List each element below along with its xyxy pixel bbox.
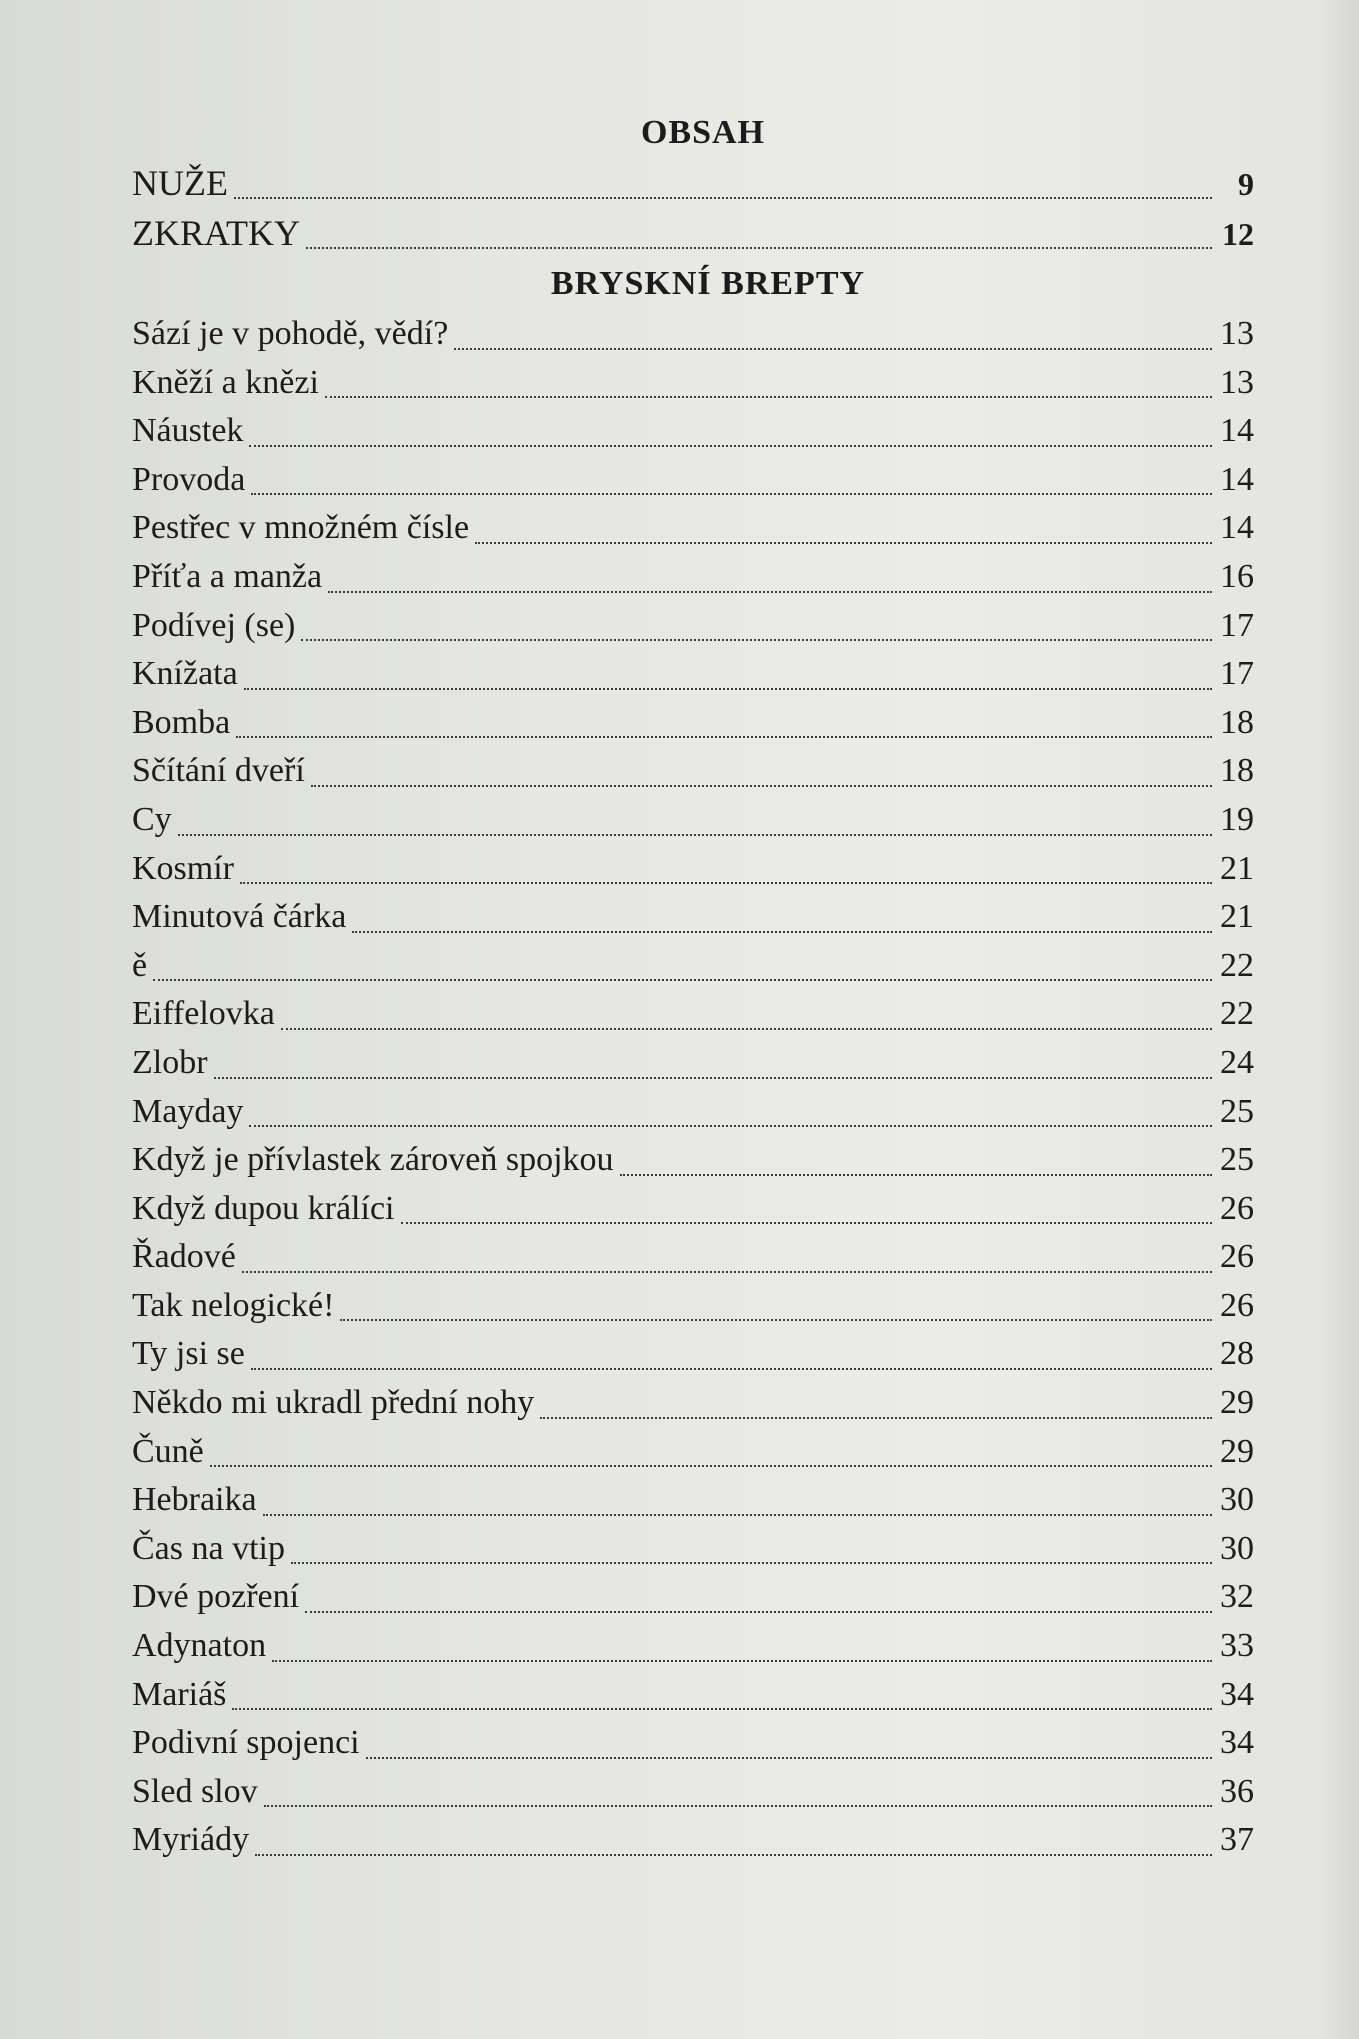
dot-leader <box>153 979 1212 981</box>
dot-leader <box>340 1319 1212 1321</box>
toc-entry <box>132 359 1254 408</box>
toc-entry <box>132 504 1254 553</box>
toc-entry <box>132 1039 1254 1088</box>
page-number: 34 <box>1220 1675 1254 1713</box>
page-number: 32 <box>1220 1578 1254 1616</box>
dot-leader <box>475 542 1212 544</box>
entry-title: Ty jsi se <box>132 1335 245 1373</box>
page-number: 25 <box>1220 1141 1254 1179</box>
toc-entry <box>132 1622 1254 1671</box>
toc-entry <box>132 1476 1254 1525</box>
dot-leader <box>264 1805 1212 1807</box>
entry-title: Adynaton <box>132 1627 267 1665</box>
dot-leader <box>249 1125 1212 1127</box>
entry-title: Čuně <box>132 1432 204 1470</box>
page-number: 21 <box>1220 849 1254 887</box>
entry-title: Sled slov <box>132 1772 258 1810</box>
toc-entry <box>132 699 1254 748</box>
entry-title: Bomba <box>132 703 231 741</box>
page-number: 26 <box>1220 1189 1254 1227</box>
page-number: 14 <box>1220 509 1254 547</box>
entry-title: Sčítání dveří <box>132 752 305 790</box>
toc-entry <box>132 1525 1254 1574</box>
page-number: 37 <box>1220 1821 1254 1859</box>
entry-title: Náustek <box>132 412 244 450</box>
dot-leader <box>244 688 1212 690</box>
section-heading: BRYSKNÍ BREPTY <box>550 265 866 302</box>
dot-leader <box>281 1028 1212 1030</box>
page-number: 36 <box>1220 1772 1254 1810</box>
dot-leader <box>249 445 1212 447</box>
entry-title: Zlobr <box>132 1043 208 1081</box>
entry-title: Řadové <box>132 1238 236 1276</box>
dot-leader <box>255 1854 1212 1856</box>
dot-leader <box>620 1174 1212 1176</box>
toc-entry <box>132 553 1254 602</box>
page-number: 26 <box>1220 1286 1254 1324</box>
toc-entry <box>132 456 1254 505</box>
entry-title: NUŽE <box>132 163 228 203</box>
entry-title: Tak nelogické! <box>132 1286 335 1324</box>
toc-entry <box>132 1185 1254 1234</box>
toc-entry <box>132 990 1254 1039</box>
dot-leader <box>291 1562 1212 1564</box>
dot-leader <box>352 931 1212 933</box>
page-number: 29 <box>1220 1384 1254 1422</box>
toc-entry <box>132 602 1254 651</box>
toc-entry <box>132 747 1254 796</box>
entry-title: Cy <box>132 800 172 838</box>
page-number: 30 <box>1220 1481 1254 1519</box>
dot-leader <box>263 1514 1212 1516</box>
dot-leader <box>242 1271 1212 1273</box>
page-number: 16 <box>1220 557 1254 595</box>
page-number: 34 <box>1220 1724 1254 1762</box>
entry-title: ě <box>132 946 148 984</box>
page-number: 18 <box>1220 752 1254 790</box>
toc-entry <box>132 1379 1254 1428</box>
toc-entry <box>132 1233 1254 1282</box>
page-number: 29 <box>1220 1432 1254 1470</box>
entry-title: Hebraika <box>132 1481 257 1519</box>
entry-title: Knížata <box>132 655 238 693</box>
page-number: 30 <box>1220 1529 1254 1567</box>
table-of-contents <box>132 108 1254 1865</box>
toc-entry <box>132 1671 1254 1720</box>
dot-leader <box>234 197 1212 199</box>
entry-title: Když je přívlastek zároveň spojkou <box>132 1141 614 1179</box>
toc-entry <box>132 1136 1254 1185</box>
page-number: 13 <box>1220 315 1254 352</box>
dot-leader <box>305 1611 1212 1613</box>
page-number: 13 <box>1220 363 1254 401</box>
entry-title: Mariáš <box>132 1675 227 1713</box>
entry-title: Podívej (se) <box>132 606 296 644</box>
page-number: 9 <box>1238 166 1254 202</box>
dot-leader <box>306 247 1212 249</box>
toc-entry <box>132 650 1254 699</box>
dot-leader <box>540 1417 1212 1419</box>
page-number: 14 <box>1220 412 1254 450</box>
dot-leader <box>240 882 1212 884</box>
page-number: 12 <box>1222 216 1254 252</box>
page-number: 17 <box>1220 606 1254 644</box>
dot-leader <box>236 736 1212 738</box>
dot-leader <box>232 1708 1212 1710</box>
page-number: 24 <box>1220 1043 1254 1081</box>
dot-leader <box>454 348 1212 350</box>
page-number: 33 <box>1220 1627 1254 1665</box>
page-number: 17 <box>1220 655 1254 693</box>
dot-leader <box>311 785 1212 787</box>
toc-entry <box>132 1088 1254 1137</box>
toc-entry <box>132 1330 1254 1379</box>
toc-entry <box>132 1816 1254 1865</box>
toc-entry <box>132 845 1254 894</box>
dot-leader <box>301 639 1212 641</box>
dot-leader <box>328 591 1212 593</box>
dot-leader <box>366 1757 1212 1759</box>
entry-title: Minutová čárka <box>132 898 347 936</box>
toc-entry <box>132 1768 1254 1817</box>
entry-title: Myriády <box>132 1821 250 1859</box>
toc-entry <box>132 893 1254 942</box>
dot-leader <box>272 1660 1212 1662</box>
dot-leader <box>251 1368 1212 1370</box>
entry-title: Dvé pozření <box>132 1578 300 1616</box>
entry-title: Mayday <box>132 1092 244 1130</box>
dot-leader <box>251 493 1212 495</box>
dot-leader <box>214 1077 1212 1079</box>
page-number: 19 <box>1220 800 1254 838</box>
page-number: 22 <box>1220 946 1254 984</box>
entry-title: ZKRATKY <box>132 213 300 253</box>
entry-title: Pestřec v množném čísle <box>132 509 470 547</box>
page-number: 28 <box>1220 1335 1254 1373</box>
entry-title: Sází je v pohodě, vědí? <box>132 315 449 352</box>
entry-title: Eiffelovka <box>132 995 275 1033</box>
chapter-list <box>132 310 1254 1865</box>
toc-entry <box>132 1573 1254 1622</box>
toc-major-entry <box>132 158 1254 208</box>
dot-leader <box>325 396 1212 398</box>
dot-leader <box>210 1465 1212 1467</box>
entry-title: Příťa a manža <box>132 557 323 595</box>
toc-entry <box>132 310 1254 359</box>
toc-entry <box>132 1282 1254 1331</box>
toc-entry <box>132 1719 1254 1768</box>
page-number: 26 <box>1220 1238 1254 1276</box>
toc-entry <box>132 1428 1254 1477</box>
front-matter-list <box>132 158 1254 258</box>
toc-entry <box>132 796 1254 845</box>
page-number: 18 <box>1220 703 1254 741</box>
entry-title: Když dupou králíci <box>132 1189 395 1227</box>
entry-title: Provoda <box>132 460 246 498</box>
toc-major-entry <box>132 208 1254 258</box>
page-number: 21 <box>1220 898 1254 936</box>
page-number: 14 <box>1220 460 1254 498</box>
entry-title: Kněží a knězi <box>132 363 319 401</box>
page-number: 22 <box>1220 995 1254 1033</box>
entry-title: Někdo mi ukradl přední nohy <box>132 1384 535 1422</box>
toc-entry <box>132 407 1254 456</box>
dot-leader <box>178 834 1212 836</box>
entry-title: Čas na vtip <box>132 1529 285 1567</box>
page-number: 25 <box>1220 1092 1254 1130</box>
entry-title: Kosmír <box>132 849 234 887</box>
page-edge-shadow <box>1319 0 1359 2039</box>
entry-title: Podivní spojenci <box>132 1724 360 1762</box>
dot-leader <box>401 1222 1213 1224</box>
toc-entry <box>132 942 1254 991</box>
toc-heading: OBSAH <box>640 114 766 151</box>
